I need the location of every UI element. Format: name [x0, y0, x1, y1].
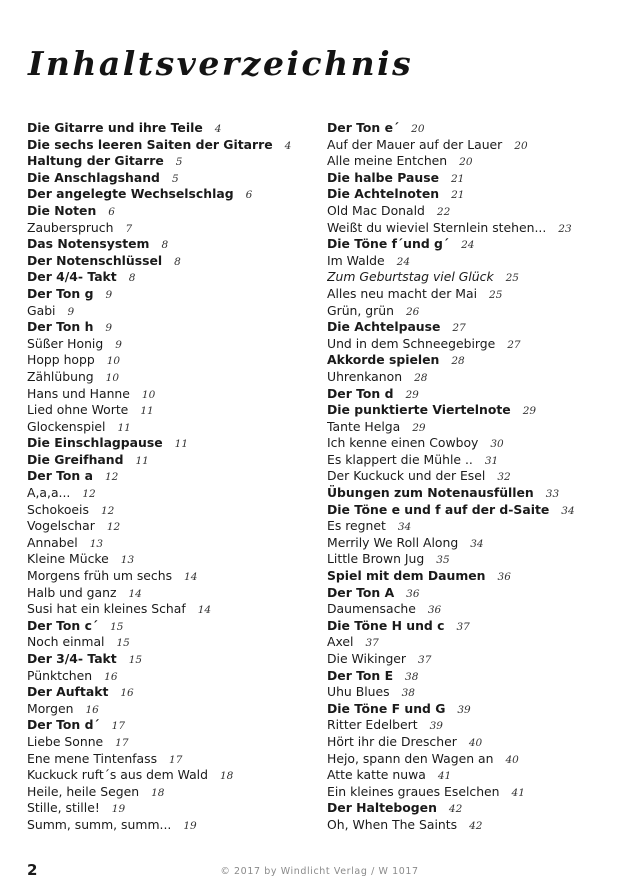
- toc-entry: [27, 153, 317, 170]
- toc-entry-page: 24: [396, 255, 411, 268]
- toc-entry-title: Akkorde spielen: [327, 352, 440, 368]
- toc-entry: [27, 717, 317, 734]
- toc-entry-title: Es regnet: [327, 518, 386, 534]
- toc-entry: [27, 601, 317, 618]
- toc-right-column: [327, 120, 635, 834]
- toc-entry: [27, 800, 317, 817]
- toc-entry-page: 38: [401, 687, 415, 700]
- toc-entry-title: Alles neu macht der Mai: [327, 285, 478, 301]
- toc-entry-title: Die Gitarre und ihre Teile: [27, 120, 203, 135]
- toc-entry-page: 16: [85, 703, 99, 716]
- toc-entry-page: 36: [427, 604, 442, 617]
- toc-entry-title: Glockenspiel: [27, 418, 106, 434]
- toc-entry-page: 40: [505, 753, 519, 766]
- toc-entry-title: Lied ohne Worte: [27, 402, 129, 418]
- toc-entry-page: 30: [490, 438, 504, 451]
- toc-entry: [327, 468, 635, 485]
- toc-entry: [327, 485, 635, 502]
- toc-entry-page: 32: [497, 471, 511, 484]
- toc-entry-title: Kleine Mücke: [27, 551, 109, 567]
- toc-entry: [327, 386, 635, 403]
- toc-entry-title: Hopp hopp: [27, 352, 95, 368]
- toc-entry: [327, 618, 635, 635]
- toc-entry-title: Susi hat ein kleines Schaf: [27, 601, 186, 617]
- toc-entry: [27, 634, 317, 651]
- toc-entry: [27, 734, 317, 751]
- toc-entry-page: 28: [414, 371, 428, 384]
- toc-entry-page: 18: [151, 786, 165, 799]
- toc-entry: [327, 751, 635, 768]
- toc-entry: [27, 551, 317, 568]
- toc-entry-page: 37: [365, 637, 379, 650]
- toc-entry-page: 12: [106, 521, 121, 534]
- toc-entry-title: Ein kleines graues Eselchen: [327, 783, 500, 799]
- toc-entry-page: 21: [451, 189, 465, 202]
- toc-entry: [327, 568, 635, 585]
- toc-entry-title: Daumensache: [327, 601, 416, 617]
- toc-entry: [27, 186, 317, 203]
- toc-entry-page: 9: [115, 338, 122, 351]
- toc-entry-title: Zum Geburtstag viel Glück: [327, 269, 494, 285]
- toc-entry: [27, 817, 317, 834]
- toc-entry: [27, 253, 317, 270]
- toc-entry: [327, 817, 635, 834]
- toc-entry-page: 39: [457, 703, 471, 716]
- toc-entry-page: 12: [104, 471, 119, 484]
- toc-entry-title: Die Greifhand: [27, 451, 124, 467]
- toc-entry-page: 16: [120, 687, 134, 700]
- toc-entry: [327, 452, 635, 469]
- toc-entry-title: Liebe Sonne: [27, 733, 104, 749]
- toc-entry: [27, 535, 317, 552]
- toc-entry-page: 39: [429, 720, 443, 733]
- toc-entry: [27, 701, 317, 718]
- toc-entry-title: Heile, heile Segen: [27, 783, 140, 799]
- toc-entry-title: Auf der Mauer auf der Lauer: [327, 136, 503, 152]
- toc-entry-title: Der Notenschlüssel: [27, 252, 163, 268]
- toc-entry-title: Übungen zum Notenausfüllen: [327, 485, 534, 501]
- toc-entry-page: 42: [448, 803, 463, 816]
- toc-entry-page: 42: [469, 819, 483, 832]
- toc-entry: [27, 767, 317, 784]
- toc-entry-title: Alle meine Entchen: [327, 153, 448, 169]
- toc-entry-title: Tante Helga: [327, 418, 401, 434]
- toc-entry-title: Morgens früh um sechs: [27, 568, 173, 584]
- toc-entry-title: Uhrenkanon: [327, 368, 403, 384]
- toc-entry: [27, 203, 317, 220]
- toc-entry-title: Annabel: [27, 534, 78, 550]
- toc-entry-page: 5: [175, 156, 183, 169]
- toc-entry-title: Die Anschlagshand: [27, 169, 160, 185]
- toc-entry-title: Der Ton d: [327, 385, 394, 401]
- toc-entry: [327, 601, 635, 618]
- toc-entry-title: Hans und Hanne: [27, 385, 130, 401]
- toc-entry: [27, 618, 317, 635]
- toc-entry: [27, 668, 317, 685]
- toc-entry-page: 24: [461, 239, 475, 252]
- toc-entry: [327, 253, 635, 270]
- toc-entry-page: 6: [108, 205, 115, 218]
- toc-entry-title: Die Töne F und G: [327, 700, 446, 716]
- toc-entry: [27, 402, 317, 419]
- toc-entry-title: Der 4/4- Takt: [27, 269, 117, 285]
- toc-entry-title: Spiel mit dem Daumen: [327, 568, 486, 584]
- toc-entry: [327, 220, 635, 237]
- toc-entry: [327, 120, 635, 137]
- toc-entry-page: 14: [128, 587, 142, 600]
- toc-entry-page: 33: [545, 488, 560, 501]
- toc-entry-title: Zauberspruch: [27, 219, 114, 235]
- toc-entry-page: 31: [484, 454, 499, 467]
- toc-entry-title: Der Ton E: [327, 667, 394, 683]
- toc-entry-title: Der Ton A: [327, 584, 395, 600]
- toc-entry: [27, 220, 317, 237]
- toc-entry-page: 29: [405, 388, 419, 401]
- toc-entry-page: 28: [451, 355, 465, 368]
- toc-entry: [27, 468, 317, 485]
- toc-entry: [327, 767, 635, 784]
- toc-entry: [27, 651, 317, 668]
- toc-entry-title: Die Wikinger: [327, 651, 407, 666]
- toc-entry-page: 18: [219, 770, 234, 783]
- toc-entry: [327, 784, 635, 801]
- toc-entry-title: Kuckuck ruft´s aus dem Wald: [27, 767, 208, 783]
- toc-entry: [327, 800, 635, 817]
- toc-entry-title: Die Töne e und f auf der d-Saite: [327, 501, 550, 517]
- toc-entry-page: 10: [141, 388, 156, 401]
- toc-entry-title: Die punktierte Viertelnote: [327, 402, 511, 418]
- toc-entry-page: 16: [104, 670, 118, 683]
- toc-entry-page: 15: [110, 620, 124, 633]
- toc-entry-title: Und in dem Schneegebirge: [327, 335, 496, 351]
- toc-entry: [327, 236, 635, 253]
- toc-entry-title: Old Mac Donald: [327, 202, 425, 218]
- toc-entry-page: 17: [169, 753, 183, 766]
- toc-entry-page: 11: [174, 438, 189, 451]
- toc-entry-page: 38: [405, 670, 419, 683]
- toc-entry-page: 41: [511, 786, 525, 799]
- toc-entry: [27, 386, 317, 403]
- toc-entry-title: Es klappert die Mühle ..: [327, 451, 473, 467]
- toc-entry-page: 7: [125, 222, 133, 235]
- toc-entry-title: Die halbe Pause: [327, 169, 439, 185]
- toc-entry-title: Die Töne H und c: [327, 617, 445, 633]
- toc-entry-page: 14: [197, 604, 212, 617]
- toc-entry-title: Ich kenne einen Cowboy: [327, 435, 479, 451]
- toc-entry-page: 15: [128, 654, 143, 666]
- toc-entry-title: Die sechs leeren Saiten der Gitarre: [27, 136, 273, 152]
- toc-entry: [27, 170, 317, 187]
- toc-entry-page: 14: [184, 571, 198, 584]
- page-number: 2: [27, 861, 38, 879]
- toc-entry-title: Little Brown Jug: [327, 551, 425, 567]
- toc-entry-page: 9: [105, 322, 113, 335]
- toc-entry-title: Der Ton c´: [27, 617, 99, 633]
- toc-entry: [27, 303, 317, 320]
- toc-entry: [327, 585, 635, 602]
- toc-entry: [327, 684, 635, 701]
- toc-entry: [27, 336, 317, 353]
- toc-entry: [27, 502, 317, 519]
- toc-entry: [327, 717, 635, 734]
- toc-entry-page: 20: [514, 139, 528, 152]
- toc-entry: [327, 402, 635, 419]
- toc-entry-page: 17: [115, 736, 129, 749]
- toc-entry: [327, 186, 635, 203]
- toc-entry-page: 35: [436, 554, 450, 567]
- toc-entry: [327, 734, 635, 751]
- toc-entry-title: Ene mene Tintenfass: [27, 750, 158, 766]
- toc-entry-title: Im Walde: [327, 252, 385, 268]
- toc-entry: [27, 269, 317, 286]
- toc-entry: [27, 751, 317, 768]
- toc-entry-title: Summ, summ, summ...: [27, 816, 172, 832]
- toc-entry-title: Stille, stille!: [27, 800, 100, 816]
- toc-entry-title: Ritter Edelbert: [327, 717, 418, 733]
- toc-entry-page: 21: [450, 172, 465, 185]
- toc-entry: [27, 452, 317, 469]
- toc-entry-page: 27: [507, 338, 521, 351]
- toc-entry-title: Die Einschlagpause: [27, 435, 163, 451]
- toc-entry-title: Die Töne f´und g´: [327, 236, 450, 252]
- toc-entry-page: 9: [105, 288, 113, 301]
- toc-entry-page: 40: [468, 736, 483, 749]
- toc-entry: [27, 568, 317, 585]
- toc-entry: [327, 303, 635, 320]
- toc-entry-page: 6: [245, 189, 253, 202]
- toc-entry-title: Der Auftakt: [27, 684, 109, 700]
- toc-entry-page: 36: [497, 571, 511, 584]
- toc-entry-title: Uhu Blues: [327, 684, 390, 700]
- toc-entry: [27, 684, 317, 701]
- toc-entry-page: 20: [459, 156, 473, 169]
- toc-entry: [327, 153, 635, 170]
- toc-entry-title: A,a,a...: [27, 485, 71, 501]
- toc-entry: [327, 701, 635, 718]
- toc-entry-title: Der angelegte Wechselschlag: [27, 186, 234, 202]
- toc-entry-title: Der Kuckuck und der Esel: [327, 468, 486, 484]
- toc-entry-page: 13: [89, 537, 104, 550]
- toc-entry-page: 25: [489, 288, 503, 301]
- toc-entry-title: Der Ton d´: [27, 717, 100, 733]
- toc-entry-page: 19: [183, 819, 197, 832]
- toc-entry: [327, 502, 635, 519]
- toc-entry-title: Der Ton a: [27, 468, 93, 484]
- toc-entry-title: Der Ton g: [27, 285, 94, 301]
- toc-entry: [327, 203, 635, 220]
- toc-entry: [327, 369, 635, 386]
- toc-entry-page: 11: [135, 454, 149, 467]
- toc-entry-page: 11: [140, 405, 154, 418]
- toc-entry-page: 9: [67, 305, 75, 318]
- copyright-footer: © 2017 by Windlicht Verlag / W 1017: [220, 866, 419, 877]
- toc-entry-page: 37: [418, 654, 432, 666]
- toc-entry: [327, 352, 635, 369]
- toc-entry-title: Die Achtelpause: [327, 319, 441, 335]
- toc-entry: [327, 535, 635, 552]
- toc-entry: [27, 419, 317, 436]
- toc-entry-page: 8: [128, 272, 136, 285]
- toc-entry-page: 11: [117, 421, 131, 434]
- toc-entry-page: 27: [452, 322, 466, 335]
- toc-entry-title: Hejo, spann den Wagen an: [327, 750, 494, 766]
- toc-entry: [327, 634, 635, 651]
- toc-left-column: [27, 120, 317, 834]
- toc-entry-title: Pünktchen: [27, 667, 93, 683]
- toc-entry: [327, 551, 635, 568]
- toc-entry-page: 29: [522, 405, 537, 418]
- toc-entry: [327, 269, 635, 286]
- toc-entry: [27, 286, 317, 303]
- toc-entry: [27, 352, 317, 369]
- toc-entry: [327, 651, 635, 668]
- toc-entry-page: 29: [412, 421, 426, 434]
- toc-entry-page: 19: [111, 803, 126, 816]
- toc-entry-title: Der 3/4- Takt: [27, 651, 117, 666]
- toc-entry-page: 12: [82, 488, 96, 501]
- toc-entry: [27, 236, 317, 253]
- toc-entry-title: Halb und ganz: [27, 584, 117, 600]
- toc-entry-title: Noch einmal: [27, 634, 105, 650]
- toc-entry-title: Die Noten: [27, 202, 97, 218]
- toc-entry-page: 41: [437, 770, 452, 783]
- toc-entry-title: Die Achtelnoten: [327, 186, 440, 202]
- toc-entry-page: 8: [161, 239, 169, 252]
- toc-entry: [27, 435, 317, 452]
- toc-entry-page: 5: [171, 172, 179, 185]
- toc-entry-title: Weißt du wieviel Sternlein stehen...: [327, 219, 547, 235]
- toc-entry: [27, 585, 317, 602]
- toc-entry: [327, 286, 635, 303]
- toc-entry: [327, 170, 635, 187]
- toc-entry: [27, 319, 317, 336]
- toc-entry-title: Schokoeis: [27, 501, 89, 517]
- toc-entry-page: 17: [111, 720, 126, 733]
- toc-entry: [327, 518, 635, 535]
- toc-entry-page: 10: [105, 371, 120, 384]
- toc-entry-page: 22: [436, 205, 451, 218]
- toc-entry: [327, 336, 635, 353]
- toc-entry: [27, 485, 317, 502]
- toc-entry: [27, 120, 317, 137]
- toc-entry-title: Der Ton e´: [327, 120, 400, 135]
- toc-entry-page: 25: [505, 272, 519, 285]
- toc-entry-page: 36: [406, 587, 420, 600]
- toc-entry-page: 4: [284, 139, 292, 152]
- toc-entry-title: Hört ihr die Drescher: [327, 733, 457, 749]
- toc-entry-page: 4: [214, 123, 222, 135]
- toc-entry-page: 34: [397, 521, 412, 534]
- toc-entry-page: 12: [100, 504, 115, 517]
- toc-entry: [27, 137, 317, 154]
- toc-entry-page: 37: [456, 620, 470, 633]
- toc-entry-page: 8: [174, 255, 181, 268]
- toc-entry: [27, 518, 317, 535]
- toc-entry-title: Haltung der Gitarre: [27, 153, 164, 169]
- toc-entry-page: 26: [405, 305, 420, 318]
- toc-entry-page: 34: [470, 537, 484, 550]
- toc-entry: [27, 369, 317, 386]
- toc-entry-title: Vogelschar: [27, 518, 95, 534]
- toc-entry: [327, 435, 635, 452]
- toc-entry: [327, 668, 635, 685]
- toc-entry-title: Der Ton h: [27, 319, 94, 335]
- toc-entry-title: Süßer Honig: [27, 335, 104, 351]
- toc-entry-page: 23: [558, 222, 572, 235]
- toc-entry-title: Grün, grün: [327, 302, 394, 318]
- toc-entry-title: Zählübung: [27, 368, 94, 384]
- toc-entry-title: Das Notensystem: [27, 236, 150, 252]
- toc-entry: [327, 137, 635, 154]
- toc-entry-page: 10: [106, 355, 121, 368]
- toc-entry-title: Oh, When The Saints: [327, 816, 458, 832]
- page-title: Inhaltsverzeichnis: [28, 44, 414, 84]
- toc-entry-title: Der Haltebogen: [327, 800, 437, 816]
- toc-entry-page: 34: [561, 504, 575, 517]
- toc-entry-page: 13: [120, 554, 135, 567]
- toc-entry: [27, 784, 317, 801]
- toc-entry-title: Morgen: [27, 700, 74, 716]
- toc-entry-title: Atte katte nuwa: [327, 767, 426, 783]
- toc-entry: [327, 419, 635, 436]
- toc-entry-title: Axel: [327, 634, 354, 650]
- toc-entry-page: 15: [116, 637, 130, 650]
- toc-entry-page: 20: [411, 123, 425, 135]
- toc-entry-title: Gabi: [27, 302, 56, 318]
- toc-entry: [327, 319, 635, 336]
- toc-entry-title: Merrily We Roll Along: [327, 534, 459, 550]
